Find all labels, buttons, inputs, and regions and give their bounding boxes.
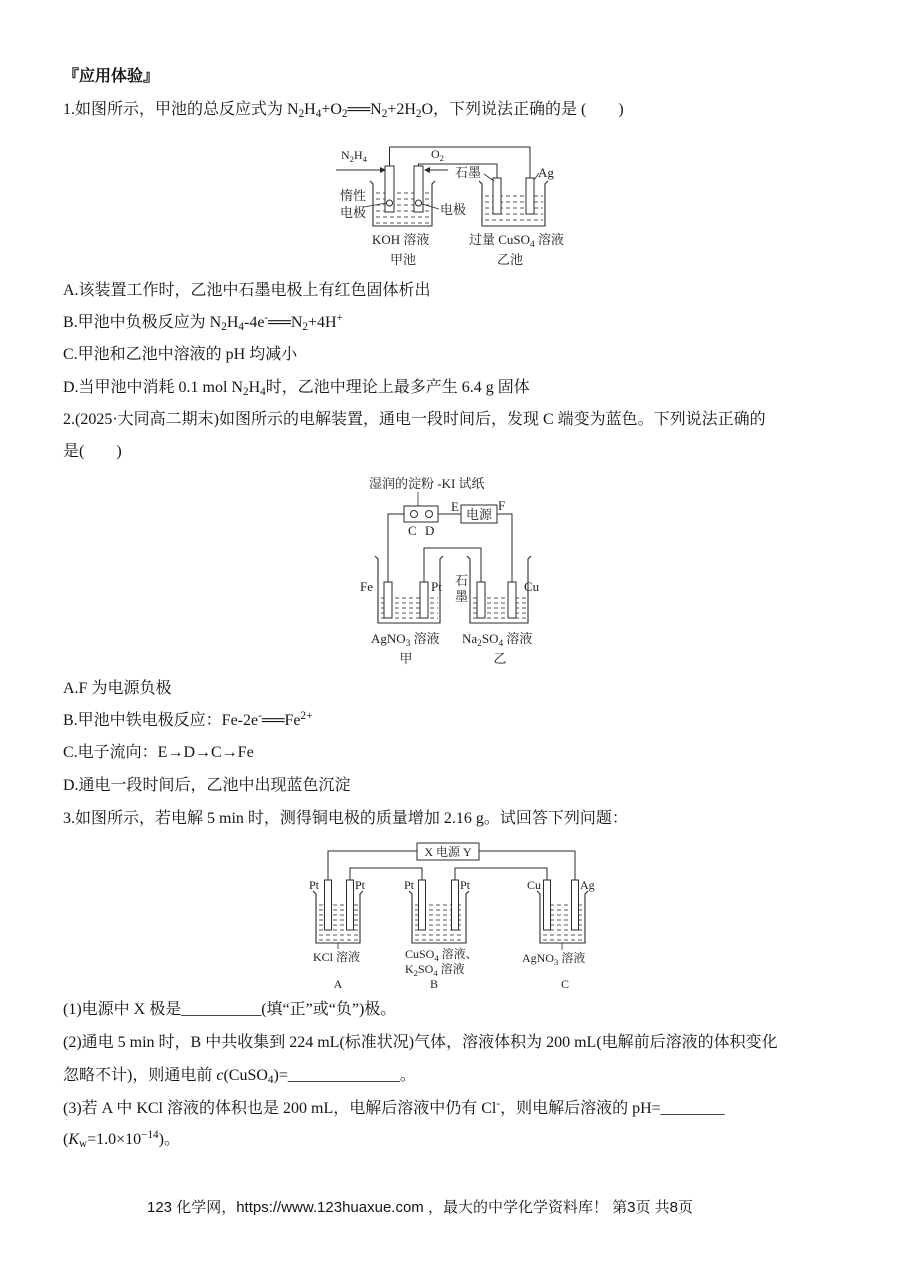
text-run: 1.如图所示，甲池的总反应式为 N (63, 101, 299, 118)
q2-option-c: C.电子流向：E→D→C→Fe (63, 744, 254, 761)
italic-run: c (216, 1067, 224, 1084)
text-run: 溶液 (410, 631, 440, 646)
q3-part2-line1: (2)通电 5 min 时，B 中共收集到 224 mL(标准状况)气体，溶液体积为 200 mL(电解前后溶液的体积变化 (63, 1034, 778, 1051)
subscript: 2 (477, 639, 482, 649)
q1-option-c: C.甲池和乙池中溶液的 pH 均减小 (63, 346, 298, 363)
text-run: -4e (243, 314, 265, 331)
label-a: A (333, 977, 343, 991)
inert-electrode-leader (364, 203, 386, 207)
ag-label: Ag (538, 165, 554, 180)
point-d (426, 511, 433, 518)
q1-option-d (63, 378, 530, 398)
q3-part2-line2 (63, 1066, 416, 1086)
agno3-solution-label (371, 631, 440, 649)
subscript: 2 (439, 153, 444, 163)
graphite-label-2: 墨 (455, 589, 469, 604)
subscript: 4 (267, 1074, 274, 1087)
b-solution-label-1 (405, 946, 478, 963)
power-supply-label: X 电源 Y (424, 845, 472, 859)
a-right-label: Pt (355, 878, 366, 892)
text-run: ，则电解后溶液的 pH=________ (500, 1100, 725, 1117)
superscript: + (336, 312, 343, 325)
n2h4-label (341, 148, 368, 164)
subscript: w (79, 1138, 88, 1151)
o2-arrowhead-icon (424, 167, 430, 173)
text-run: K (405, 962, 414, 976)
a-left-label: Pt (309, 878, 320, 892)
q1-stem (63, 100, 624, 120)
q1-figure-fuel-cell (0, 140, 902, 275)
text-run: H (304, 101, 316, 118)
q2-option-d: D.通电一段时间后，乙池中出现蓝色沉淀 (63, 777, 351, 794)
text-run: 溶液、 (438, 947, 478, 961)
koh-solution-label: KOH 溶液 (372, 232, 430, 247)
text-run: O (431, 147, 440, 161)
text-run: )=______________。 (273, 1067, 416, 1084)
q2-option-b (63, 711, 312, 731)
subscript: 2 (221, 321, 227, 334)
text-run: Na (462, 631, 478, 646)
text-run: +4H (307, 314, 337, 331)
text-run: (3)若 A 中 KCl 溶液的体积也是 200 mL，电解后溶液中仍有 Cl (63, 1100, 497, 1117)
q2-option-a: A.F 为电源负极 (63, 680, 172, 697)
text-run: 溶液 (558, 951, 586, 965)
pt-label: Pt (431, 579, 442, 594)
text-run: ══N (268, 314, 303, 331)
subscript: 4 (434, 953, 439, 963)
d-label: D (425, 523, 435, 538)
subscript: 4 (498, 639, 504, 649)
c-ag-electrode (572, 880, 579, 930)
subscript: 2 (341, 108, 348, 121)
na2so4-solution-label (462, 631, 532, 649)
text-run: N (341, 148, 350, 162)
superscript: - (258, 710, 262, 723)
cu-label: Cu (524, 579, 540, 594)
inert-electrode-left (387, 200, 393, 206)
graphite-electrode (477, 582, 485, 618)
subscript: 2 (298, 108, 305, 121)
b-left-label: Pt (404, 878, 415, 892)
text-run: (CuSO (223, 1067, 268, 1084)
q3-stem: 3.如图所示，若电解 5 min 时，测得铜电极的质量增加 2.16 g。试回答下列问题： (63, 810, 628, 827)
subscript: 4 (433, 968, 438, 978)
q2-stem-line2: 是( ) (63, 443, 122, 460)
text-run: 溶液 (503, 631, 533, 646)
label-b: B (429, 977, 439, 991)
b-solution-label-2 (405, 961, 465, 978)
c-cu-electrode (544, 880, 551, 930)
text-run: ══Fe (261, 712, 301, 729)
q2-stem-line1: 2.(2025·大同高二期末)如图所示的电解装置，通电一段时间后，发现 C 端变为蓝色。下列说法正确的 (63, 411, 766, 428)
b-right-pt-electrode (452, 880, 459, 930)
subscript: 4 (362, 154, 367, 164)
power-supply-label: 电源 (465, 507, 493, 522)
subscript: 4 (260, 386, 266, 399)
q3-figure-series-cells (0, 836, 902, 996)
text-run: 忽略不计)，则通电前 (63, 1067, 217, 1084)
graphite-label-1: 石 (455, 573, 469, 588)
text-run: 溶液 (534, 232, 564, 247)
electrode-label: 电极 (440, 202, 467, 217)
subscript: 2 (243, 386, 249, 399)
kcl-solution-label: KCl 溶液 (313, 950, 361, 964)
e-label: E (451, 499, 459, 514)
subscript: 2 (302, 321, 308, 334)
italic-run: K (68, 1131, 79, 1148)
text-run: 过量 CuSO (469, 232, 531, 247)
ki-paper-label: 湿润的淀粉 -KI 试纸 (369, 476, 485, 491)
text-run: ( (63, 1131, 69, 1148)
text-run: ══N (347, 101, 382, 118)
c-left-label: Cu (527, 878, 542, 892)
beaker-yi (479, 181, 548, 226)
graphite-electrode (493, 178, 501, 214)
subscript: 4 (238, 321, 244, 334)
cu-electrode (508, 582, 516, 618)
right-wire (497, 514, 512, 582)
text-run: )。 (158, 1131, 180, 1148)
text-run: +O (321, 101, 342, 118)
c-right-label: Ag (580, 878, 595, 892)
text-run: O，下列说法正确的是 ( ) (421, 101, 624, 118)
q1-option-b (63, 313, 343, 333)
ag-electrode (526, 178, 534, 214)
graphite-label: 石墨 (455, 165, 482, 180)
cell-yi-label: 乙 (493, 651, 507, 666)
q3-part1: (1)电源中 X 极是__________(填“正”或“负”)极。 (63, 1001, 397, 1018)
text-run: 时，乙池中理论上最多产生 6.4 g 固体 (265, 379, 530, 396)
subscript: 2 (349, 154, 354, 164)
text-run: B.甲池中铁电极反应：Fe-2e (63, 712, 259, 729)
cell-yi-label: 乙池 (496, 252, 524, 267)
text-run: H (226, 314, 239, 331)
q3-part3-line1 (63, 1099, 725, 1119)
text-run: H (353, 148, 363, 162)
text-run: SO (417, 962, 434, 976)
pt-electrode (420, 582, 428, 618)
text-run: +2H (387, 101, 416, 118)
text-run: H (248, 379, 261, 396)
inert-label-line1: 惰性 (340, 188, 367, 203)
subscript: 2 (381, 108, 388, 121)
superscript: - (264, 312, 269, 325)
beaker-jia (370, 181, 435, 226)
fe-electrode (384, 582, 392, 618)
text-run: B.甲池中负极反应为 N (63, 314, 222, 331)
section-title: 『应用体验』 (63, 68, 160, 85)
page-footer: 123 化学网，https://www.123huaxue.com ，最大的中学化学资料库！ 第3页 共8页 (147, 1199, 693, 1216)
electrode-leader (422, 204, 439, 209)
inert-electrode-right (416, 200, 422, 206)
point-c (411, 511, 418, 518)
q3-part3-line2 (63, 1130, 180, 1150)
fe-label: Fe (360, 579, 373, 594)
subscript: 4 (530, 240, 535, 250)
text-run: D.当甲池中消耗 0.1 mol N (63, 379, 244, 396)
superscript: 2+ (300, 710, 313, 723)
text-run: SO (481, 631, 499, 646)
inert-label-line2: 电极 (340, 205, 367, 220)
subscript: 3 (554, 957, 559, 967)
x-wire (328, 851, 417, 880)
subscript: 3 (405, 639, 411, 649)
left-wire (388, 514, 404, 582)
text-run: 溶液 (437, 962, 465, 976)
o2-label (431, 147, 444, 163)
superscript: - (496, 1098, 501, 1111)
superscript: −14 (141, 1129, 159, 1142)
agno3-solution-label (522, 950, 585, 967)
label-c: C (560, 977, 570, 991)
cuso4-solution-label (469, 232, 564, 250)
subscript: 4 (315, 108, 322, 121)
text-run: AgNO (522, 951, 554, 965)
a-right-pt-electrode (347, 880, 354, 930)
middle-wire (424, 548, 481, 582)
q2-figure-electrolysis (0, 470, 902, 670)
a-left-pt-electrode (325, 880, 332, 930)
subscript: 2 (413, 968, 418, 978)
text-run: =1.0×10 (87, 1131, 142, 1148)
b-left-pt-electrode (419, 880, 426, 930)
subscript: 2 (415, 108, 422, 121)
b-right-label: Pt (460, 878, 471, 892)
text-run: CuSO (405, 947, 435, 961)
cell-jia-label: 甲 (399, 651, 413, 666)
q1-option-a: A.该装置工作时，乙池中石墨电极上有红色固体析出 (63, 282, 431, 299)
c-label: C (408, 523, 417, 538)
cell-jia-label: 甲池 (389, 252, 417, 267)
y-wire (479, 851, 575, 880)
text-run: AgNO (371, 631, 406, 646)
f-label: F (498, 498, 506, 513)
